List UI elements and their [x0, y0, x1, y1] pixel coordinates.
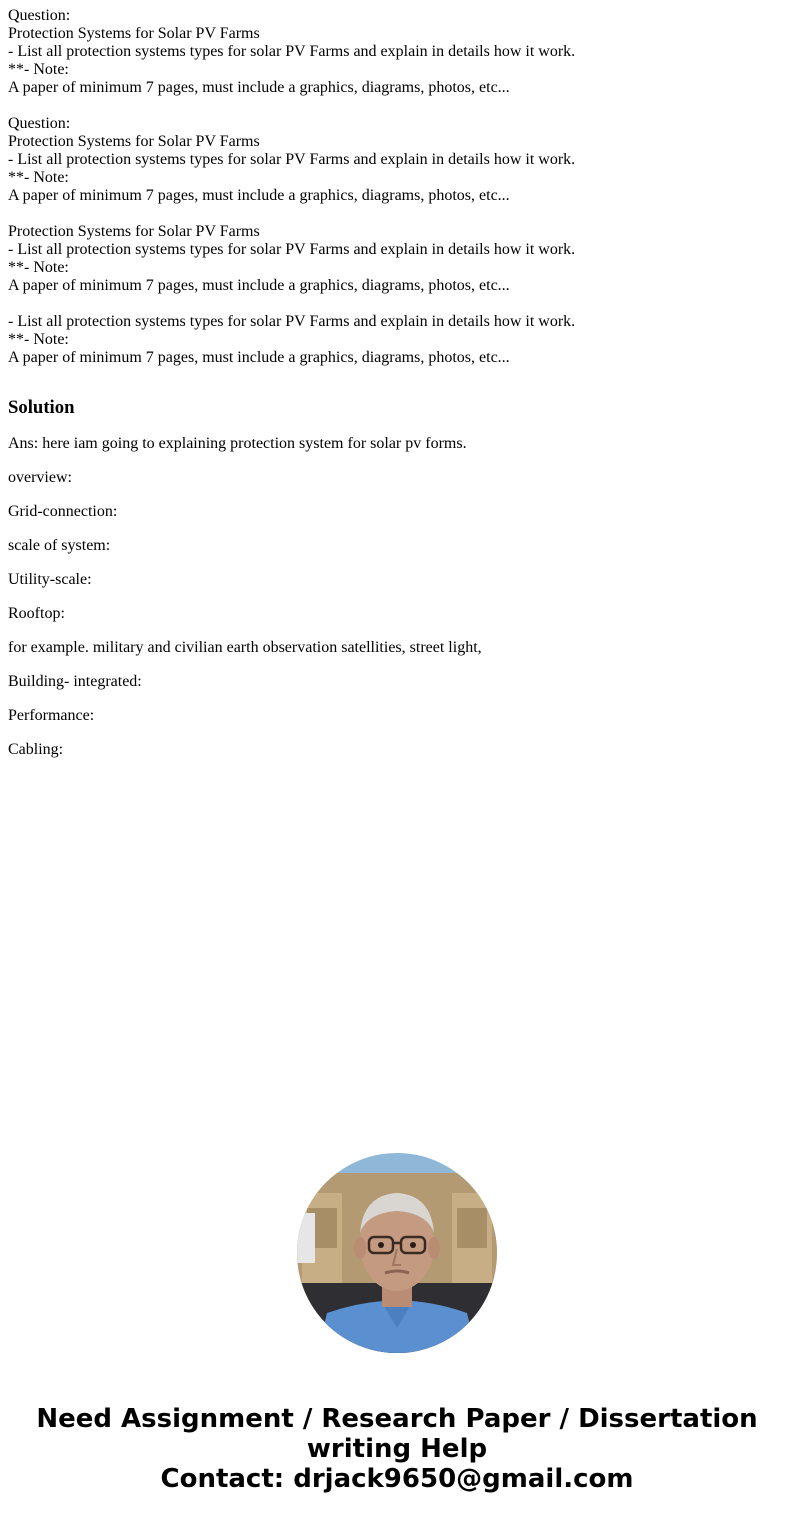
author-avatar — [297, 1153, 497, 1353]
question-instruction: - List all protection systems types for solar PV Farms and explain in details how it work. — [8, 241, 576, 258]
solution-paragraph: Performance: — [8, 707, 95, 724]
contact-email: Contact: drjack9650@gmail.com — [160, 1464, 634, 1494]
solution-paragraph: Grid-connection: — [8, 503, 118, 520]
note-label: **- Note: — [8, 331, 69, 348]
note-text: A paper of minimum 7 pages, must include a graphics, diagrams, photos, etc... — [8, 349, 510, 366]
solution-paragraph: scale of system: — [8, 537, 111, 554]
footer-line: writing Help — [306, 1434, 488, 1464]
note-label: **- Note: — [8, 169, 69, 186]
question-instruction: - List all protection systems types for solar PV Farms and explain in details how it work. — [8, 43, 576, 60]
solution-body — [8, 435, 778, 759]
question-label: Question: — [8, 115, 71, 132]
solution-heading: Solution — [8, 397, 75, 418]
solution-paragraph: Ans: here iam going to explaining protection system for solar pv forms. — [8, 435, 467, 452]
question-title: Protection Systems for Solar PV Farms — [8, 133, 260, 150]
question-instruction: - List all protection systems types for solar PV Farms and explain in details how it work. — [8, 151, 576, 168]
question-block — [8, 313, 778, 367]
note-label: **- Note: — [8, 259, 69, 276]
question-instruction: - List all protection systems types for solar PV Farms and explain in details how it work. — [8, 313, 576, 330]
solution-paragraph: Rooftop: — [8, 605, 65, 622]
contact-footer — [0, 1404, 794, 1494]
note-label: **- Note: — [8, 61, 69, 78]
question-label: Question: — [8, 7, 71, 24]
solution-paragraph: Utility-scale: — [8, 571, 92, 588]
note-text: A paper of minimum 7 pages, must include a graphics, diagrams, photos, etc... — [8, 277, 510, 294]
document-body — [8, 7, 778, 759]
solution-paragraph: for example. military and civilian earth observation satellities, street light, — [8, 639, 482, 656]
avatar-photo — [297, 1153, 497, 1353]
question-block — [8, 7, 778, 97]
solution-paragraph: Cabling: — [8, 741, 64, 758]
question-title: Protection Systems for Solar PV Farms — [8, 25, 260, 42]
question-block — [8, 223, 778, 295]
question-title: Protection Systems for Solar PV Farms — [8, 223, 260, 240]
note-text: A paper of minimum 7 pages, must include a graphics, diagrams, photos, etc... — [8, 79, 510, 96]
question-block — [8, 115, 778, 205]
note-text: A paper of minimum 7 pages, must include a graphics, diagrams, photos, etc... — [8, 187, 510, 204]
footer-line: Need Assignment / Research Paper / Dissertation — [36, 1404, 758, 1434]
solution-paragraph: Building- integrated: — [8, 673, 142, 690]
solution-paragraph: overview: — [8, 469, 72, 486]
